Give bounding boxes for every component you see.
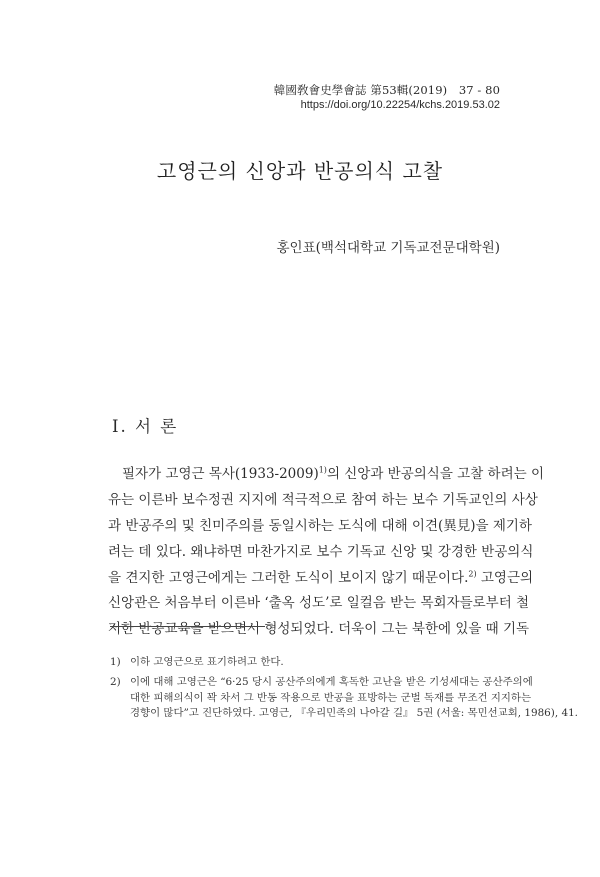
author-affiliation: 홍인표(백석대학교 기독교전문대학원) (276, 240, 500, 256)
body-line: 신앙관은 처음부터 이른바 ‘출옥 성도’로 일컬음 받는 목회자들로부터 철 (108, 595, 530, 612)
footnote-number: 1) (110, 656, 121, 668)
footnote-ref-2[interactable]: 2) (468, 569, 477, 579)
journal-citation: 韓國敎會史學會誌 第53輯(2019) 37 - 80 (273, 83, 500, 97)
article-title: 고영근의 신앙과 반공의식 고찰 (156, 159, 444, 183)
footnote-line: 이에 대해 고영근은 “6·25 당시 공산주의에게 혹독한 고난을 받은 기성세대는 공산주의에 (130, 676, 533, 688)
footnote-number: 2) (110, 676, 121, 688)
footnote-line: 이하 고영근으로 표기하려고 한다. (130, 656, 284, 668)
footnote-line: 대한 피해의식이 꽉 차서 그 반동 작용으로 반공을 표방하는 군벌 독재를 무조건 지지하는 (130, 691, 531, 704)
body-line: 려는 데 있다. 왜냐하면 마찬가지로 보수 기독교 신앙 및 강경한 반공의식 (108, 543, 534, 560)
body-line: 과 반공주의 및 친미주의를 동일시하는 도식에 대해 이견(異見)을 제기하 (108, 517, 532, 534)
footnote-line: 경향이 많다”고 진단하였다. 고영근, 『우리민족의 나아갈 길』 5권 (서울: 목민선교회, 1986), 41. (130, 707, 578, 719)
footnote-divider (110, 626, 265, 627)
body-line: 유는 이른바 보수정권 지지에 적극적으로 참여 하는 보수 기독교인의 사상 (108, 491, 538, 508)
footnote-2 (110, 675, 578, 722)
body-line: 저한 반공교육을 받으면서 형성되었다. 더욱이 그는 북한에 있을 때 기독 (108, 621, 530, 638)
body-paragraph (108, 462, 545, 643)
footnote-1 (110, 655, 500, 671)
body-line: 을 견지한 고영근에게는 그러한 도식이 보이지 않기 때문이다.$^{2)}$ 고영근의 (108, 569, 534, 586)
section-heading: I. 서 론 (112, 417, 179, 436)
body-line: 필자가 고영근 목사(1933-2009)$^{1)}$의 신앙과 반공의식을 고찰 하려는 이 (122, 465, 545, 482)
footnote-ref-1[interactable]: 1) (318, 465, 327, 475)
doi-link[interactable]: https://doi.org/10.22254/kchs.2019.53.02 (300, 99, 500, 111)
